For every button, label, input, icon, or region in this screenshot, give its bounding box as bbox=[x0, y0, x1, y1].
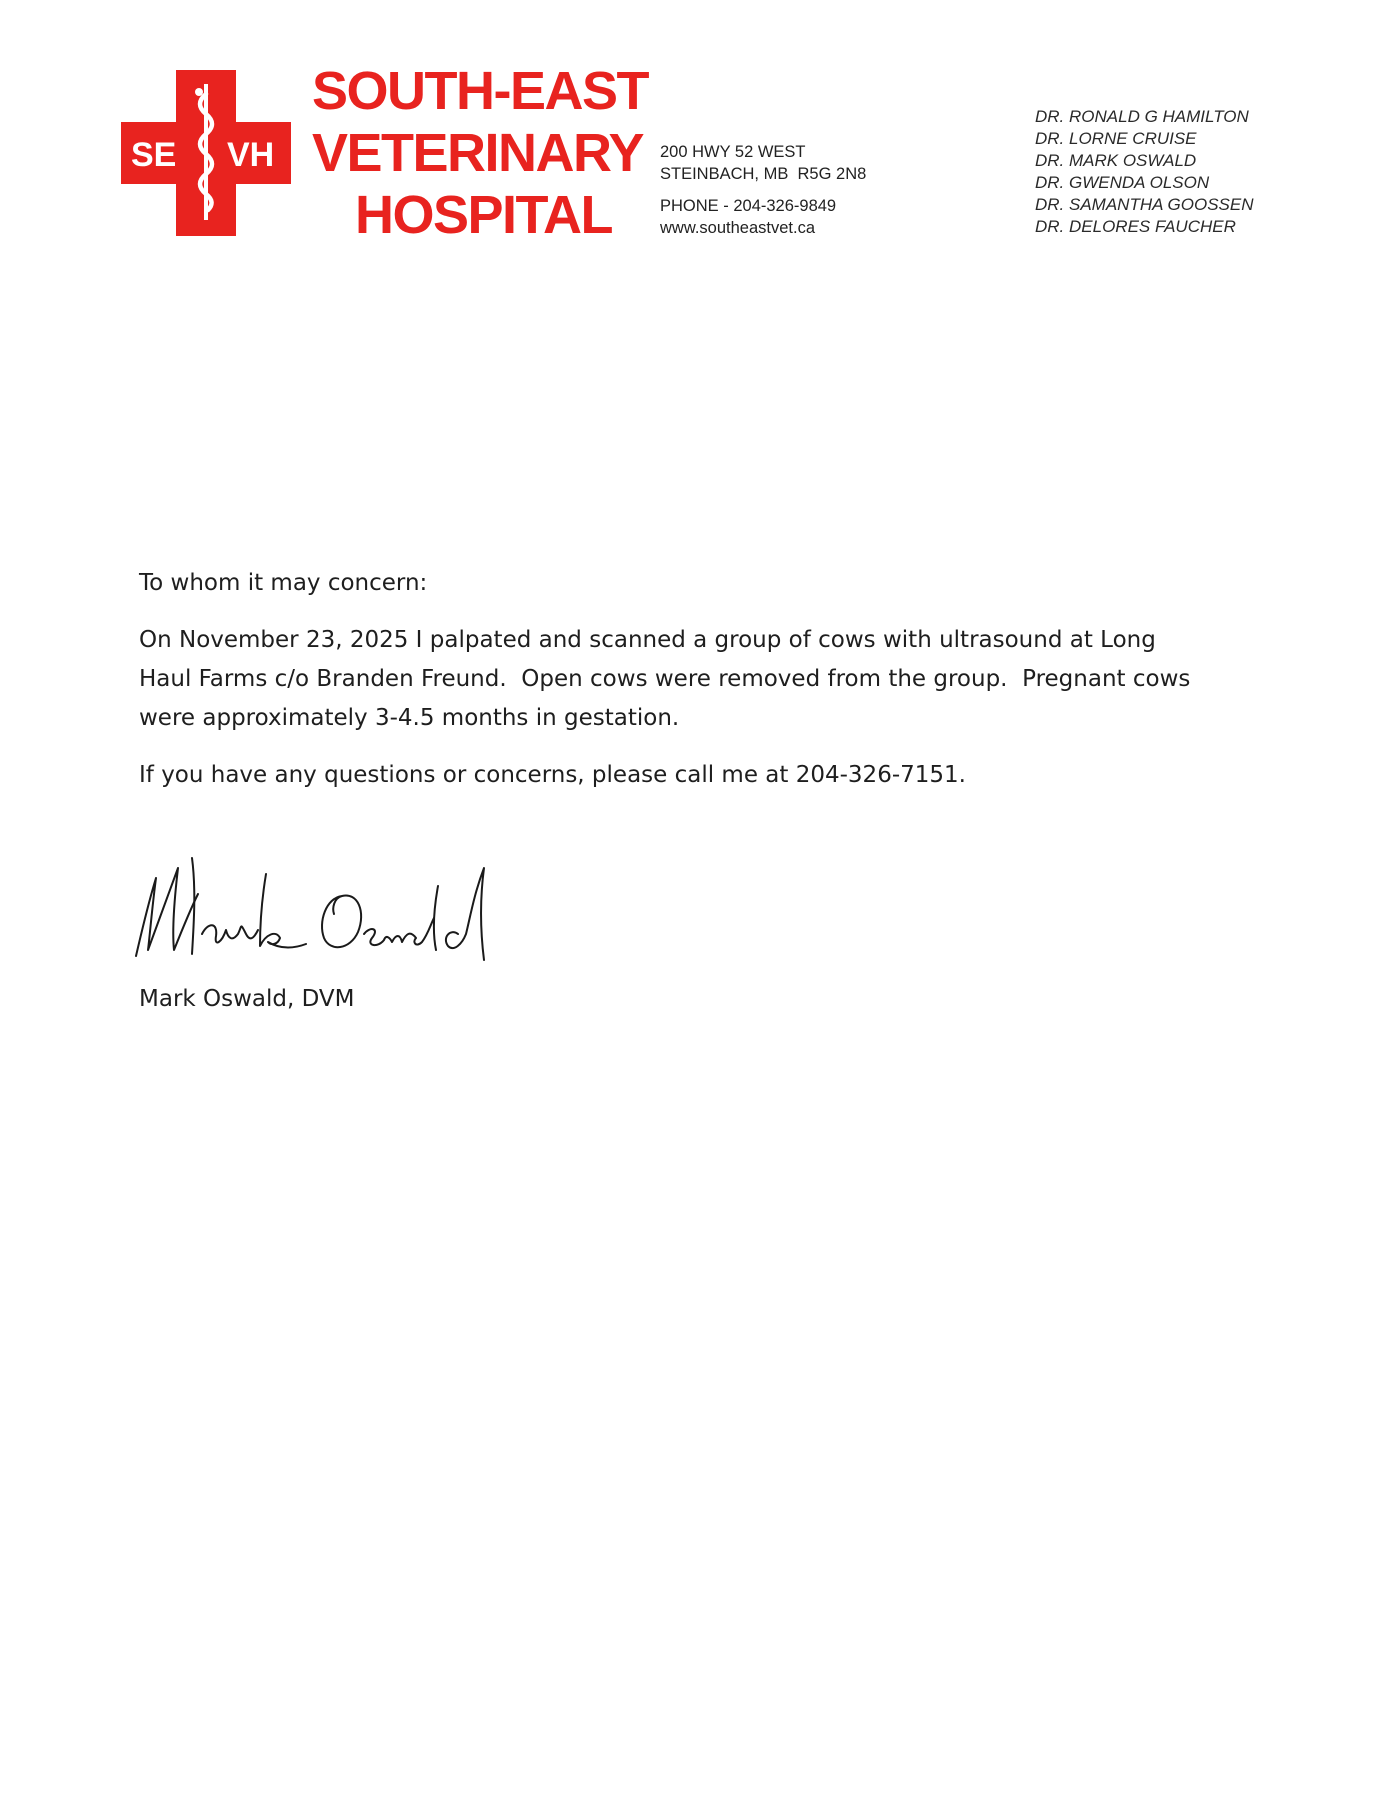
doctor-name: DR. DELORES FAUCHER bbox=[1035, 217, 1236, 236]
handwritten-signature bbox=[128, 838, 568, 968]
body-line: were approximately 3-4.5 months in gestation. bbox=[139, 705, 680, 731]
letter-body bbox=[139, 564, 1249, 795]
hospital-logo bbox=[121, 70, 291, 236]
signatory-name: Mark Oswald, DVM bbox=[139, 986, 355, 1012]
phone-number: PHONE - 204-326-9849 bbox=[660, 197, 837, 215]
doctor-name: DR. LORNE CRUISE bbox=[1035, 129, 1197, 148]
doctor-name: DR. GWENDA OLSON bbox=[1035, 173, 1210, 192]
doctor-name: DR. RONALD G HAMILTON bbox=[1035, 107, 1249, 126]
hospital-name-line: SOUTH-EAST bbox=[312, 61, 648, 121]
hospital-name-line: HOSPITAL bbox=[355, 185, 612, 245]
hospital-name bbox=[312, 60, 648, 246]
address-line-2: STEINBACH, MB R5G 2N8 bbox=[660, 165, 867, 183]
logo-text-left: SE bbox=[131, 136, 177, 174]
hospital-name-line: VETERINARY bbox=[312, 123, 644, 183]
address-line-1: 200 HWY 52 WEST bbox=[660, 143, 806, 161]
logo-text-right: VH bbox=[227, 136, 275, 174]
body-paragraph bbox=[139, 621, 1249, 738]
body-line: On November 23, 2025 I palpated and scanned a group of cows with ultrasound at Long bbox=[139, 627, 1156, 653]
website-link[interactable]: www.southeastvet.ca bbox=[660, 219, 815, 237]
address-block bbox=[660, 141, 866, 239]
doctor-name: DR. MARK OSWALD bbox=[1035, 151, 1197, 170]
doctors-list bbox=[1035, 106, 1254, 238]
body-line: Haul Farms c/o Branden Freund. Open cows were removed from the group. Pregnant cows bbox=[139, 666, 1191, 692]
closing-paragraph: If you have any questions or concerns, please call me at 204-326-7151. bbox=[139, 762, 966, 788]
salutation: To whom it may concern: bbox=[139, 570, 428, 596]
doctor-name: DR. SAMANTHA GOOSSEN bbox=[1035, 195, 1254, 214]
